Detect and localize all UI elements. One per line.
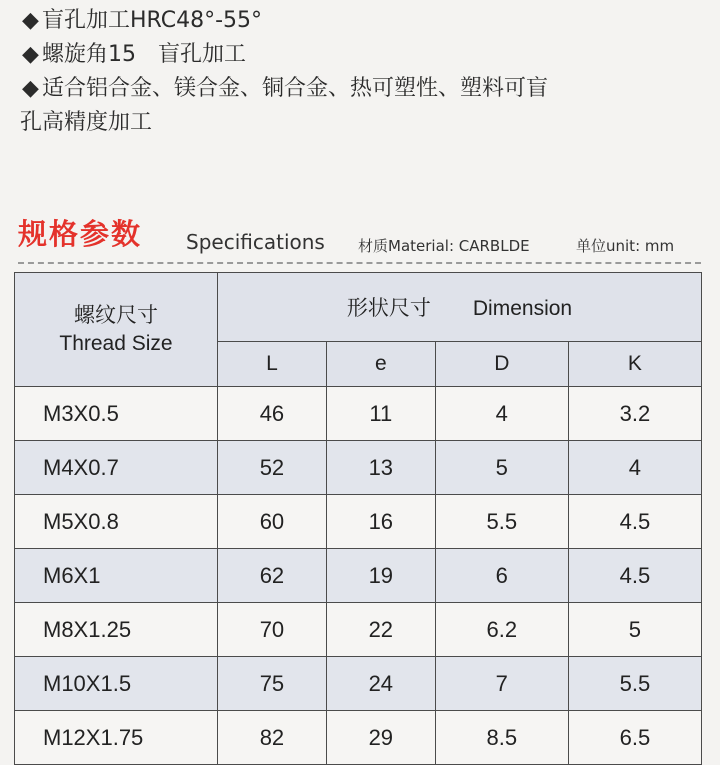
cell-k: 6.5 xyxy=(568,711,701,765)
feature-text: 盲孔加工HRC48°-55° xyxy=(42,8,263,33)
cell-l: 75 xyxy=(218,657,327,711)
cell-k: 5.5 xyxy=(568,657,701,711)
cell-d: 6 xyxy=(435,549,568,603)
header-col-k: K xyxy=(568,342,701,387)
table-row xyxy=(15,711,702,765)
header-thread-size xyxy=(15,273,218,387)
feature-item xyxy=(22,4,702,38)
header-col-d: D xyxy=(435,342,568,387)
cell-d: 5.5 xyxy=(435,495,568,549)
bullet-diamond-icon: ◆ xyxy=(22,8,39,33)
cell-k: 4 xyxy=(568,441,701,495)
cell-d: 8.5 xyxy=(435,711,568,765)
material-label: 材质Material: CARBLDE xyxy=(358,237,530,255)
cell-thread-size: M6X1 xyxy=(15,549,218,603)
heading-title-cn: 规格参数 xyxy=(18,217,143,251)
feature-item xyxy=(22,72,702,106)
bullet-diamond-icon: ◆ xyxy=(22,76,39,101)
dashed-divider xyxy=(18,262,701,264)
cell-thread-size: M3X0.5 xyxy=(15,387,218,441)
cell-l: 62 xyxy=(218,549,327,603)
cell-thread-size: M4X0.7 xyxy=(15,441,218,495)
header-thread-en: Thread Size xyxy=(59,331,173,355)
table-row xyxy=(15,387,702,441)
header-col-e: e xyxy=(326,342,435,387)
table-row xyxy=(15,657,702,711)
unit-label: 单位unit: mm xyxy=(576,237,675,255)
cell-thread-size: M10X1.5 xyxy=(15,657,218,711)
section-heading xyxy=(18,212,708,256)
cell-thread-size: M12X1.75 xyxy=(15,711,218,765)
cell-k: 4.5 xyxy=(568,549,701,603)
feature-list xyxy=(22,4,702,140)
table-row xyxy=(15,549,702,603)
cell-e: 24 xyxy=(326,657,435,711)
cell-e: 11 xyxy=(326,387,435,441)
bullet-diamond-icon: ◆ xyxy=(22,42,39,67)
cell-k: 3.2 xyxy=(568,387,701,441)
feature-text: 适合铝合金、镁合金、铜合金、热可塑性、塑料可盲 xyxy=(42,76,549,101)
feature-text: 螺旋角15 盲孔加工 xyxy=(42,42,246,67)
cell-d: 6.2 xyxy=(435,603,568,657)
cell-d: 7 xyxy=(435,657,568,711)
feature-item xyxy=(22,38,702,72)
heading-title-en: Specifications xyxy=(186,230,325,254)
cell-l: 70 xyxy=(218,603,327,657)
table-row xyxy=(15,495,702,549)
cell-l: 60 xyxy=(218,495,327,549)
cell-e: 13 xyxy=(326,441,435,495)
cell-e: 19 xyxy=(326,549,435,603)
cell-e: 29 xyxy=(326,711,435,765)
header-dimension: 形状尺寸 Dimension xyxy=(218,273,702,342)
cell-k: 4.5 xyxy=(568,495,701,549)
spec-table xyxy=(14,272,702,765)
cell-thread-size: M5X0.8 xyxy=(15,495,218,549)
header-thread-cn: 螺纹尺寸 xyxy=(74,303,158,327)
cell-l: 82 xyxy=(218,711,327,765)
cell-thread-size: M8X1.25 xyxy=(15,603,218,657)
feature-text-continuation: 孔高精度加工 xyxy=(20,110,153,135)
cell-e: 16 xyxy=(326,495,435,549)
table-row xyxy=(15,441,702,495)
cell-l: 52 xyxy=(218,441,327,495)
table-row xyxy=(15,603,702,657)
cell-d: 4 xyxy=(435,387,568,441)
cell-e: 22 xyxy=(326,603,435,657)
header-col-l: L xyxy=(218,342,327,387)
cell-l: 46 xyxy=(218,387,327,441)
cell-k: 5 xyxy=(568,603,701,657)
cell-d: 5 xyxy=(435,441,568,495)
